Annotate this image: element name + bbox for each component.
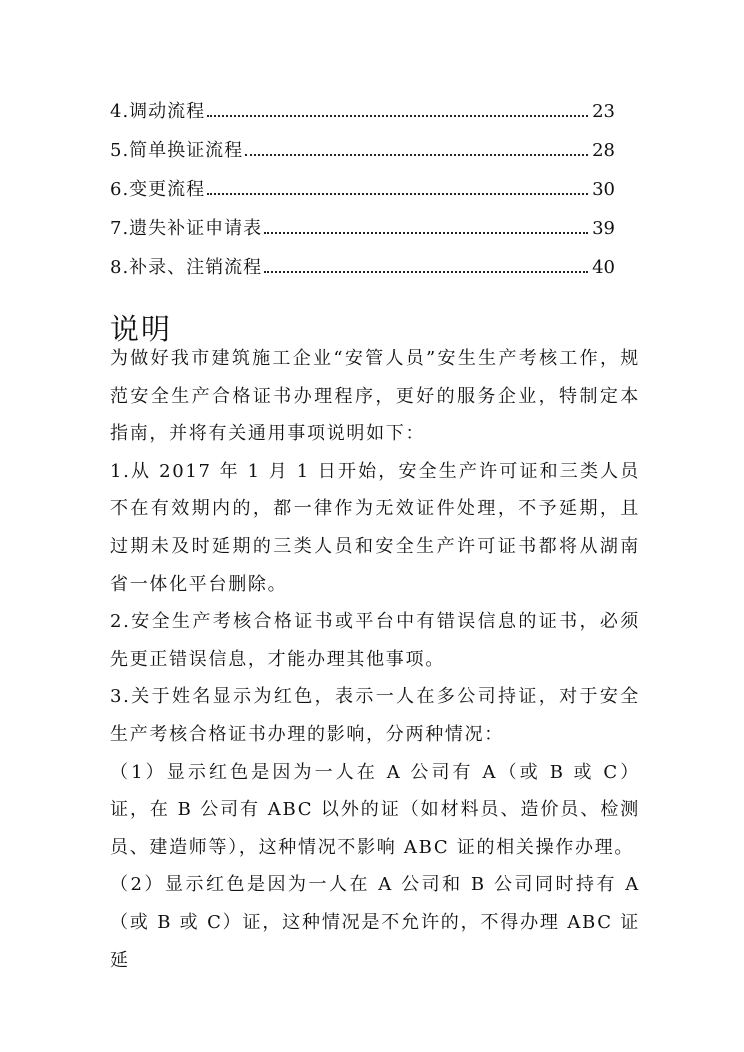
toc-page-number: 39 (592, 217, 615, 239)
rule-paragraph-3-case-2: （2）显示红色是因为一人在 A 公司和 B 公司同时持有 A（或 B 或 C）证，这种情况是不允许的，不得办理 ABC 证延 (110, 874, 640, 971)
toc-page-number: 40 (592, 256, 615, 278)
toc-item-record-cancel-process (110, 248, 615, 287)
toc-item-title: 6.变更流程 (110, 178, 206, 200)
document-body (110, 340, 640, 979)
toc-page-number: 30 (592, 178, 615, 200)
toc-item-title: 8.补录、注销流程 (110, 256, 263, 278)
toc-leader-dots (264, 257, 588, 273)
intro-paragraph: 为做好我市建筑施工企业“安管人员”安生生产考核工作，规范安全生产合格证书办理程序，更好的服务企业，特制定本指南，并将有关通用事项说明如下： (110, 348, 640, 445)
rule-paragraph-3-case-1: （1）显示红色是因为一人在 A 公司有 A（或 B 或 C）证，在 B 公司有 ABC 以外的证（如材料员、造价员、检测员、建造师等），这种情况不影响 ABC 证的相关操作办理。 (110, 761, 640, 858)
toc-item-transfer-process (110, 92, 615, 131)
toc-item-title: 4.调动流程 (110, 100, 206, 122)
toc-page-number: 28 (592, 139, 615, 161)
toc-item-title: 7.遗失补证申请表 (110, 217, 263, 239)
toc-page-number: 23 (592, 100, 615, 122)
toc-item-change-process (110, 170, 615, 209)
toc-leader-dots (207, 179, 588, 195)
toc-leader-dots (264, 218, 588, 234)
toc-item-title: 5.简单换证流程 (110, 139, 244, 161)
rule-paragraph-2: 2.安全生产考核合格证书或平台中有错误信息的证书，必须先更正错误信息，才能办理其他事项。 (110, 611, 640, 670)
table-of-contents (110, 92, 615, 287)
toc-item-lost-replacement-form (110, 209, 615, 248)
rule-paragraph-3: 3.关于姓名显示为红色，表示一人在多公司持证，对于安全生产考核合格证书办理的影响，分两种情况： (110, 686, 640, 745)
toc-leader-dots (207, 101, 588, 117)
section-title: 说明 (110, 312, 173, 347)
toc-leader-dots (245, 140, 588, 156)
rule-paragraph-1: 1.从 2017 年 1 月 1 日开始，安全生产许可证和三类人员不在有效期内的，都一律作为无效证件处理，不予延期，且过期未及时延期的三类人员和安全生产许可证书都将从湖南省一体化平台删除。 (110, 460, 640, 595)
toc-item-simple-renewal-process (110, 131, 615, 170)
